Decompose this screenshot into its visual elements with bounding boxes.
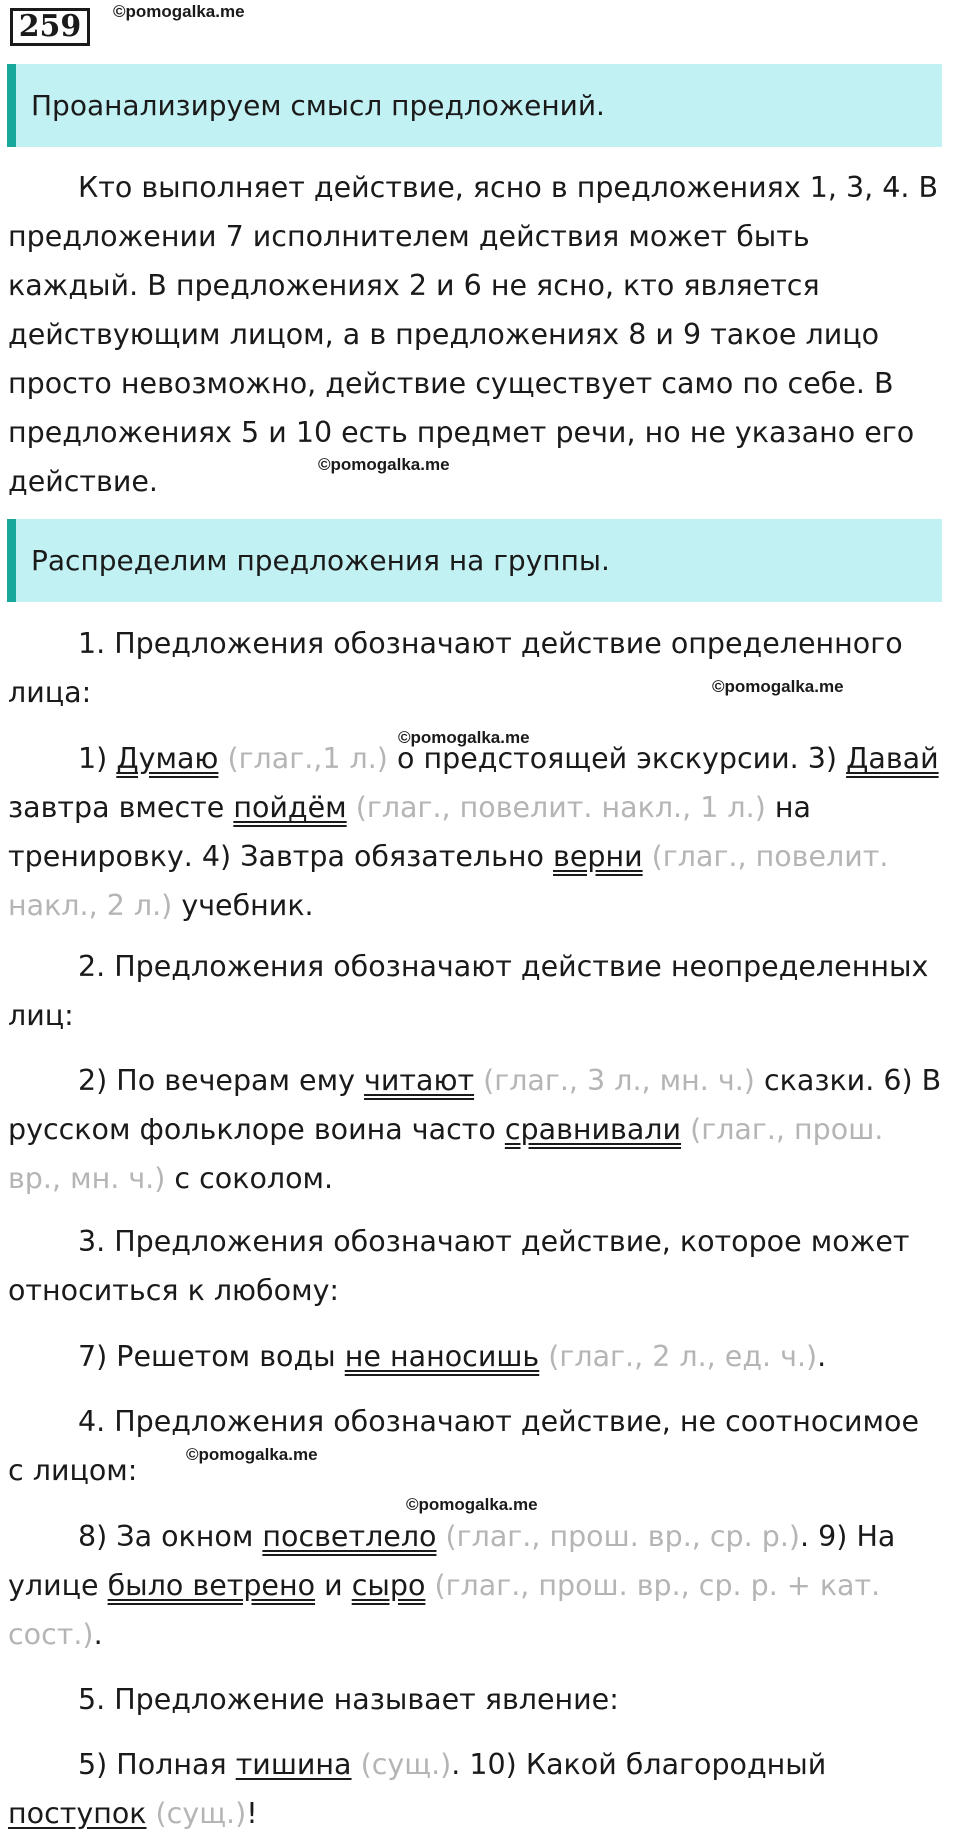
- grammar-note: (глаг., повелит. накл., 1 л.): [346, 791, 766, 824]
- grammar-note: (сущ.): [351, 1748, 452, 1781]
- plain-text: .: [93, 1618, 103, 1651]
- group-5-title: [8, 1675, 958, 1724]
- grammar-note: сост.): [8, 1618, 94, 1651]
- group-2-title: [8, 942, 958, 1040]
- plain-text: !: [246, 1797, 258, 1830]
- text-line: [8, 783, 958, 832]
- grammar-note: вр., мн. ч.): [8, 1162, 166, 1195]
- plain-text: . 9) На: [800, 1520, 896, 1553]
- grammar-note: (сущ.): [146, 1797, 247, 1830]
- predicate-word: Давай: [846, 742, 939, 775]
- predicate-word: сравнивали: [504, 1113, 682, 1146]
- text-line: [8, 1610, 958, 1659]
- group-1-examples: [8, 734, 958, 930]
- text-line: 4. Предложения обозначают действие, не соотносимое: [78, 1405, 920, 1438]
- plain-text: с соколом.: [165, 1162, 334, 1195]
- plain-text: о предстоящей экскурсии. 3): [387, 742, 847, 775]
- text-line: [8, 1512, 958, 1561]
- text-line: предложениях 5 и 10 есть предмет речи, но не указано его: [8, 416, 915, 449]
- plain-text: тренировку. 4) Завтра обязательно: [8, 840, 554, 873]
- text-line: каждый. В предложениях 2 и 6 не ясно, кто является: [8, 269, 820, 302]
- plain-text: русском фольклоре воина часто: [8, 1113, 505, 1146]
- watermark: ©pomogalka.me: [712, 677, 844, 696]
- text-line: просто невозможно, действие существует само по себе. В: [8, 367, 894, 400]
- watermark: ©pomogalka.me: [186, 1445, 318, 1464]
- group-4-examples: [8, 1512, 958, 1659]
- subject-word: поступок: [8, 1797, 147, 1830]
- plain-text: . 10) Какой благородный: [451, 1748, 827, 1781]
- predicate-word: читают: [364, 1064, 475, 1097]
- section-heading-analysis: Проанализируем смысл предложений.: [7, 64, 942, 147]
- text-line: Кто выполняет действие, ясно в предложениях 1, 3, 4. В: [78, 171, 939, 204]
- text-line: лиц:: [8, 999, 74, 1032]
- predicate-word: было ветрено: [107, 1569, 316, 1602]
- watermark: ©pomogalka.me: [406, 1495, 538, 1514]
- grammar-note: (глаг., прош. вр., ср. р.): [436, 1520, 801, 1553]
- group-3-title: [8, 1217, 958, 1315]
- plain-text: и: [315, 1569, 352, 1602]
- text-line: [8, 1154, 958, 1203]
- plain-text: 7) Решетом воды: [78, 1340, 345, 1373]
- plain-text: на: [765, 791, 811, 824]
- grammar-note: (глаг., повелит.: [642, 840, 889, 873]
- predicate-word: верни: [553, 840, 643, 873]
- text-line: [8, 1332, 958, 1381]
- watermark-top: ©pomogalka.me: [113, 2, 245, 21]
- predicate-word: Думаю: [116, 742, 219, 775]
- text-line: 1. Предложения обозначают действие определенного: [78, 627, 903, 660]
- exercise-number: 259: [10, 8, 90, 46]
- text-line: [8, 881, 958, 930]
- plain-text: 5) Полная: [78, 1748, 236, 1781]
- grammar-note: (глаг., 2 л., ед. ч.): [539, 1340, 818, 1373]
- text-line: [8, 832, 958, 881]
- text-line: с лицом:: [8, 1454, 138, 1487]
- text-line: [8, 1056, 958, 1105]
- group-1-title: [8, 619, 958, 717]
- plain-text: улице: [8, 1569, 108, 1602]
- text-line: действующим лицом, а в предложениях 8 и 9 такое лицо: [8, 318, 880, 351]
- predicate-word: сыро: [351, 1569, 426, 1602]
- text-line: 5. Предложение называет явление:: [78, 1683, 619, 1716]
- text-line: 2. Предложения обозначают действие неопределенных: [78, 950, 929, 983]
- plain-text: 8) За окном: [78, 1520, 263, 1553]
- plain-text: 2) По вечерам ему: [78, 1064, 365, 1097]
- watermark: ©pomogalka.me: [318, 455, 450, 474]
- text-line: 3. Предложения обозначают действие, которое может: [78, 1225, 910, 1258]
- text-line: [8, 1789, 958, 1838]
- text-line: [8, 1740, 958, 1789]
- group-5-examples: [8, 1740, 958, 1838]
- grammar-note: (глаг., прош. вр., ср. р. + кат.: [425, 1569, 881, 1602]
- text-line: [8, 1105, 958, 1154]
- analysis-paragraph: [8, 163, 958, 506]
- plain-text: учебник.: [172, 889, 314, 922]
- watermark: ©pomogalka.me: [398, 728, 530, 747]
- group-3-examples: [8, 1332, 958, 1381]
- group-2-examples: [8, 1056, 958, 1203]
- text-line: действие.: [8, 465, 158, 498]
- text-line: [8, 734, 958, 783]
- text-line: предложении 7 исполнителем действия может быть: [8, 220, 810, 253]
- predicate-word: посветлело: [262, 1520, 437, 1553]
- text-line: лица:: [8, 676, 92, 709]
- plain-text: 1): [78, 742, 117, 775]
- section-heading-groups: Распределим предложения на группы.: [7, 519, 942, 602]
- plain-text: завтра вместе: [8, 791, 234, 824]
- predicate-word: не наносишь: [344, 1340, 540, 1373]
- subject-word: тишина: [235, 1748, 352, 1781]
- text-line: [8, 1561, 958, 1610]
- grammar-note: накл., 2 л.): [8, 889, 173, 922]
- grammar-note: (глаг., прош.: [681, 1113, 884, 1146]
- group-4-title: [8, 1397, 958, 1495]
- plain-text: .: [817, 1340, 827, 1373]
- predicate-word: пойдём: [233, 791, 347, 824]
- grammar-note: (глаг., 3 л., мн. ч.): [474, 1064, 755, 1097]
- grammar-note: (глаг.,1 л.): [218, 742, 388, 775]
- plain-text: сказки. 6) В: [754, 1064, 942, 1097]
- text-line: относиться к любому:: [8, 1274, 340, 1307]
